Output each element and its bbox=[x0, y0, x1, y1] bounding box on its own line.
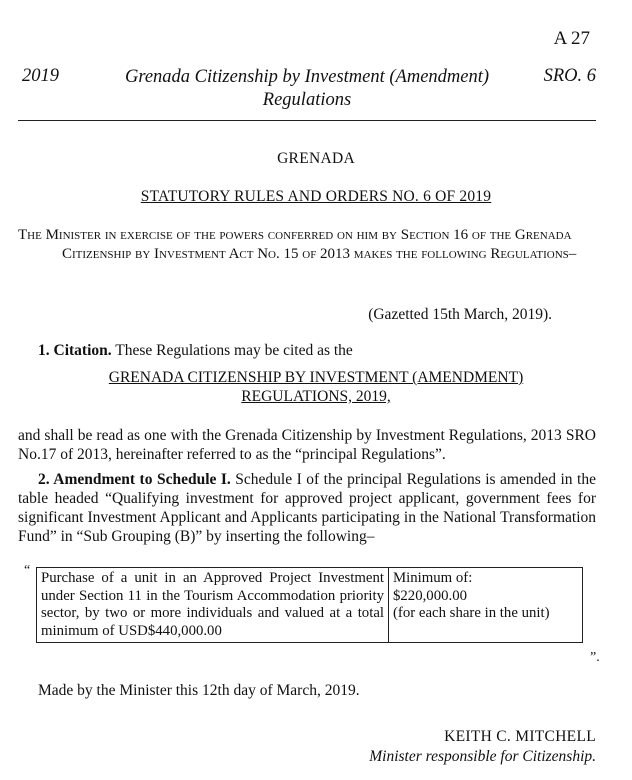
signatory-role: Minister responsible for Citizenship. bbox=[369, 748, 596, 765]
header-year: 2019 bbox=[22, 66, 59, 86]
minimum-note: (for each share in the unit) bbox=[393, 605, 550, 621]
preamble-text: The Minister in exercise of the powers conferred on him by Section 16 of the Grenada Citizenship by Investment Act No. 15 of 2013 makes the following Regulations– bbox=[18, 227, 577, 262]
section-2-amendment bbox=[18, 470, 596, 546]
regulations-title bbox=[0, 368, 632, 406]
header-title-line1: Grenada Citizenship by Investment (Amendment) bbox=[124, 67, 490, 87]
header-title-line2: Regulations bbox=[262, 90, 352, 110]
preamble bbox=[18, 226, 596, 264]
section-1-citation bbox=[38, 341, 596, 360]
section-1-continuation: and shall be read as one with the Grenada Citizenship by Investment Regulations, 2013 SRO No.17 of 2013, hereinafter referred to as the “principal Regulations”. bbox=[18, 427, 596, 463]
schedule-table bbox=[36, 567, 583, 643]
minimum-label: Minimum of: bbox=[393, 570, 473, 586]
schedule-minimum bbox=[389, 568, 583, 643]
sro-title: STATUTORY RULES AND ORDERS NO. 6 OF 2019 bbox=[140, 188, 492, 205]
signatory-name: KEITH C. MITCHELL bbox=[444, 728, 596, 745]
schedule-description: Purchase of a unit in an Approved Project Investment under Section 11 in the Tourism Accommodation priority sector, by two or more individuals and valued at a total minimum of USD$440,000.00 bbox=[37, 568, 389, 643]
header-rule bbox=[18, 120, 596, 121]
running-header bbox=[18, 64, 596, 112]
header-title bbox=[18, 66, 596, 112]
gazette-note: (Gazetted 15th March, 2019). bbox=[368, 306, 552, 323]
page-number: A 27 bbox=[553, 28, 590, 49]
table-row bbox=[37, 568, 583, 643]
country-heading: GRENADA bbox=[277, 150, 355, 167]
regulations-title-line2: REGULATIONS, 2019, bbox=[241, 388, 391, 405]
section-2-heading: 2. Amendment to Schedule I. bbox=[38, 471, 231, 488]
section-2-text: Schedule I of the principal Regulations is amended in the table headed “Qualifying investment for approved project applicant, government fees for significant Investment Applicant and Applicants participating in the National Transformation Fund” in “Sub Grouping (B)” by inserting the following– bbox=[18, 471, 596, 545]
minimum-amount: $220,000.00 bbox=[393, 587, 467, 604]
section-1-heading: 1. Citation. bbox=[38, 342, 112, 359]
section-1-text: These Regulations may be cited as the bbox=[111, 342, 353, 359]
regulations-title-line1: GRENADA CITIZENSHIP BY INVESTMENT (AMENDMENT) bbox=[108, 369, 524, 386]
closing-quote: ”. bbox=[590, 650, 600, 665]
made-by-line: Made by the Minister this 12th day of March, 2019. bbox=[38, 682, 360, 699]
header-sro: SRO. 6 bbox=[543, 66, 596, 86]
opening-quote: “ bbox=[24, 563, 31, 578]
